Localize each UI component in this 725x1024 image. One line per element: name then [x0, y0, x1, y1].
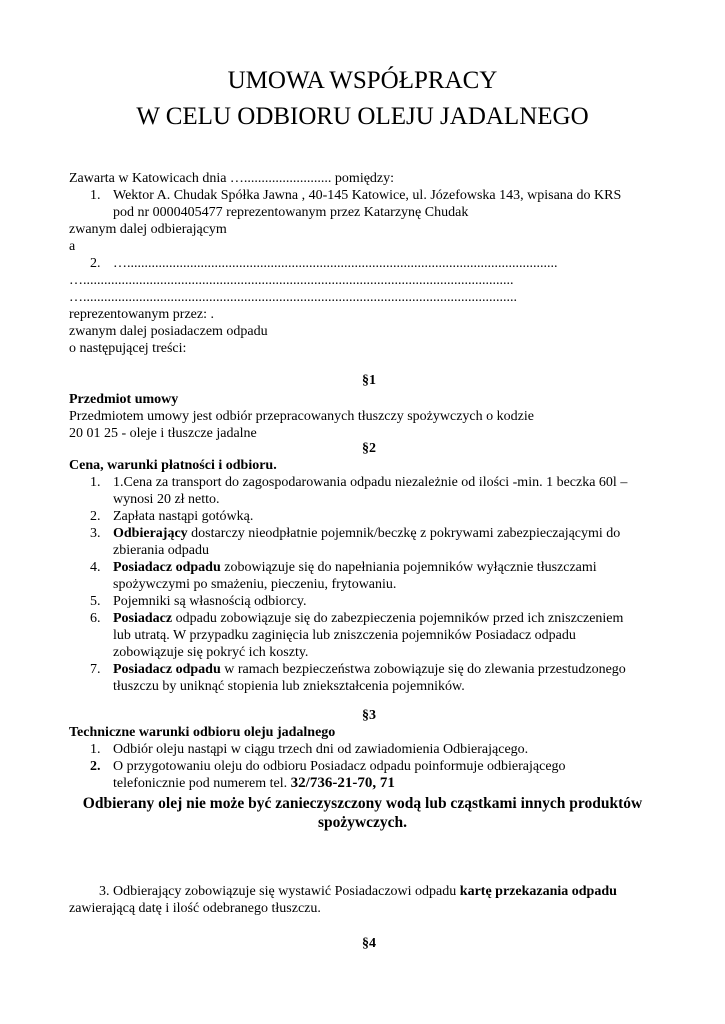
party-2	[69, 255, 669, 272]
item-number: 2.	[90, 509, 101, 524]
section-2-mark: §2	[362, 441, 376, 456]
warning-line-1: Odbierany olej nie może być zanieczyszczony wodą lub cząstkami innych produktów	[82, 795, 643, 812]
item-number: 5.	[90, 594, 101, 609]
item-text: O przygotowaniu oleju do odbioru Posiadacz odpadu poinformuje odbierającego	[113, 759, 566, 774]
party-1-line-1: Wektor A. Chudak Spółka Jawna , 40-145 Katowice, ul. Józefowska 143, wpisana do KRS	[113, 188, 622, 203]
section-3-item-3	[69, 883, 669, 917]
item-number: 1.	[90, 742, 101, 757]
item-text: Odbiór oleju nastąpi w ciągu trzech dni od zawiadomienia Odbierającego.	[113, 742, 529, 757]
phone-label: telefonicznie pod numerem tel.	[113, 776, 291, 791]
party-1-number: 1.	[90, 188, 101, 203]
item-text-cont: lub utratą. W przypadku zaginięcia lub zniszczenia pojemników Posiadacz odpadu	[113, 628, 576, 643]
item-text-cont: zbierania odpadu	[113, 543, 210, 558]
item-text: Zapłata nastąpi gotówką.	[113, 509, 254, 524]
list-item	[69, 474, 669, 491]
section-1-heading: Przedmiot umowy	[69, 392, 179, 407]
party-1	[69, 187, 669, 204]
item-text-cont: tłuszczu by uniknąć stopienia lub zniekształcenia pojemników.	[113, 679, 465, 694]
item-text: 1.Cena za transport do zagospodarowania odpadu niezależnie od ilości -min. 1 beczka 60l –	[113, 475, 628, 490]
party-2-dots-2: …...........................................................................................................................	[69, 273, 514, 288]
item-text-cont	[69, 775, 669, 792]
item-bold: Posiadacz odpadu	[113, 560, 221, 575]
item-text-cont: zobowiązuje się pokryć ich koszty.	[113, 645, 309, 660]
phone-number: 32/736-21-70, 71	[290, 775, 395, 791]
section-2	[69, 440, 669, 695]
list-item	[69, 610, 669, 627]
represented-by: reprezentowanym przez: .	[69, 307, 214, 322]
list-item	[69, 559, 669, 576]
section-3-heading: Techniczne warunki odbioru oleju jadalnego	[69, 725, 336, 740]
item-number: 2.	[90, 759, 101, 774]
called-collector: zwanym dalej odbierającym	[69, 222, 227, 237]
warning-block	[60, 794, 665, 832]
item-text-cont: spożywczymi po smażeniu, pieczeniu, frytowaniu.	[113, 577, 397, 592]
item-bold: Posiadacz odpadu	[113, 662, 221, 677]
list-item	[69, 508, 669, 525]
item-3-text: 3. Odbierający zobowiązuje się wystawić Posiadaczowi odpadu	[99, 884, 460, 899]
item-text: dostarczy nieodpłatnie pojemnik/beczkę z pokrywami zabezpieczającymi do	[187, 526, 621, 541]
item-3-bold: kartę przekazania odpadu	[459, 884, 617, 899]
section-2-heading: Cena, warunki płatności i odbioru.	[69, 458, 277, 473]
warning-line-2: spożywczych.	[317, 814, 408, 831]
party-1-line-2: pod nr 0000405477 reprezentowanym przez Katarzynę Chudak	[113, 205, 469, 220]
and-word: a	[69, 239, 76, 254]
section-1	[69, 372, 669, 442]
section-1-line-2: 20 01 25 - oleje i tłuszcze jadalne	[69, 426, 257, 441]
list-item	[69, 758, 669, 775]
content-line: o następującej treści:	[69, 341, 187, 356]
called-holder: zwanym dalej posiadaczem odpadu	[69, 324, 268, 339]
item-text: w ramach bezpieczeństwa zobowiązuje się do zlewania przestudzonego	[220, 662, 626, 677]
party-2-dots-3: …............................................................................................................................	[69, 290, 517, 305]
list-item	[69, 593, 669, 610]
list-item	[69, 525, 669, 542]
intro-section	[69, 170, 669, 357]
section-1-line-1: Przedmiotem umowy jest odbiór przepracowanych tłuszczy spożywczych o kodzie	[69, 409, 534, 424]
list-item	[69, 661, 669, 678]
section-4	[69, 935, 669, 952]
party-2-dots-1: …...........................................................................................................................	[113, 256, 558, 271]
section-3	[69, 707, 669, 792]
section-4-mark: §4	[362, 936, 376, 951]
item-number: 3.	[90, 526, 101, 541]
item-number: 4.	[90, 560, 101, 575]
item-bold: Posiadacz	[113, 611, 173, 626]
title-line-1: UMOWA WSPÓŁPRACY	[227, 67, 498, 94]
item-number: 1.	[90, 475, 101, 490]
item-text: Pojemniki są własnością odbiorcy.	[113, 594, 307, 609]
item-bold: Odbierający	[113, 526, 188, 541]
party-2-number: 2.	[90, 256, 101, 271]
item-3-line-2: zawierającą datę i ilość odebranego tłuszczu.	[69, 901, 321, 916]
item-text-cont: wynosi 20 zł netto.	[113, 492, 220, 507]
list-item	[69, 741, 669, 758]
item-text: odpadu zobowiązuje się do zabezpieczenia pojemników przed ich zniszczeniem	[172, 611, 624, 626]
item-number: 7.	[90, 662, 101, 677]
item-number: 6.	[90, 611, 101, 626]
item-text: zobowiązuje się do napełniania pojemników wyłącznie tłuszczami	[220, 560, 597, 575]
concluded-line: Zawarta w Katowicach dnia …......................... pomiędzy:	[69, 171, 395, 186]
title-line-2: W CELU ODBIORU OLEJU JADALNEGO	[136, 103, 589, 130]
section-3-mark: §3	[362, 708, 376, 723]
section-1-mark: §1	[362, 373, 376, 388]
